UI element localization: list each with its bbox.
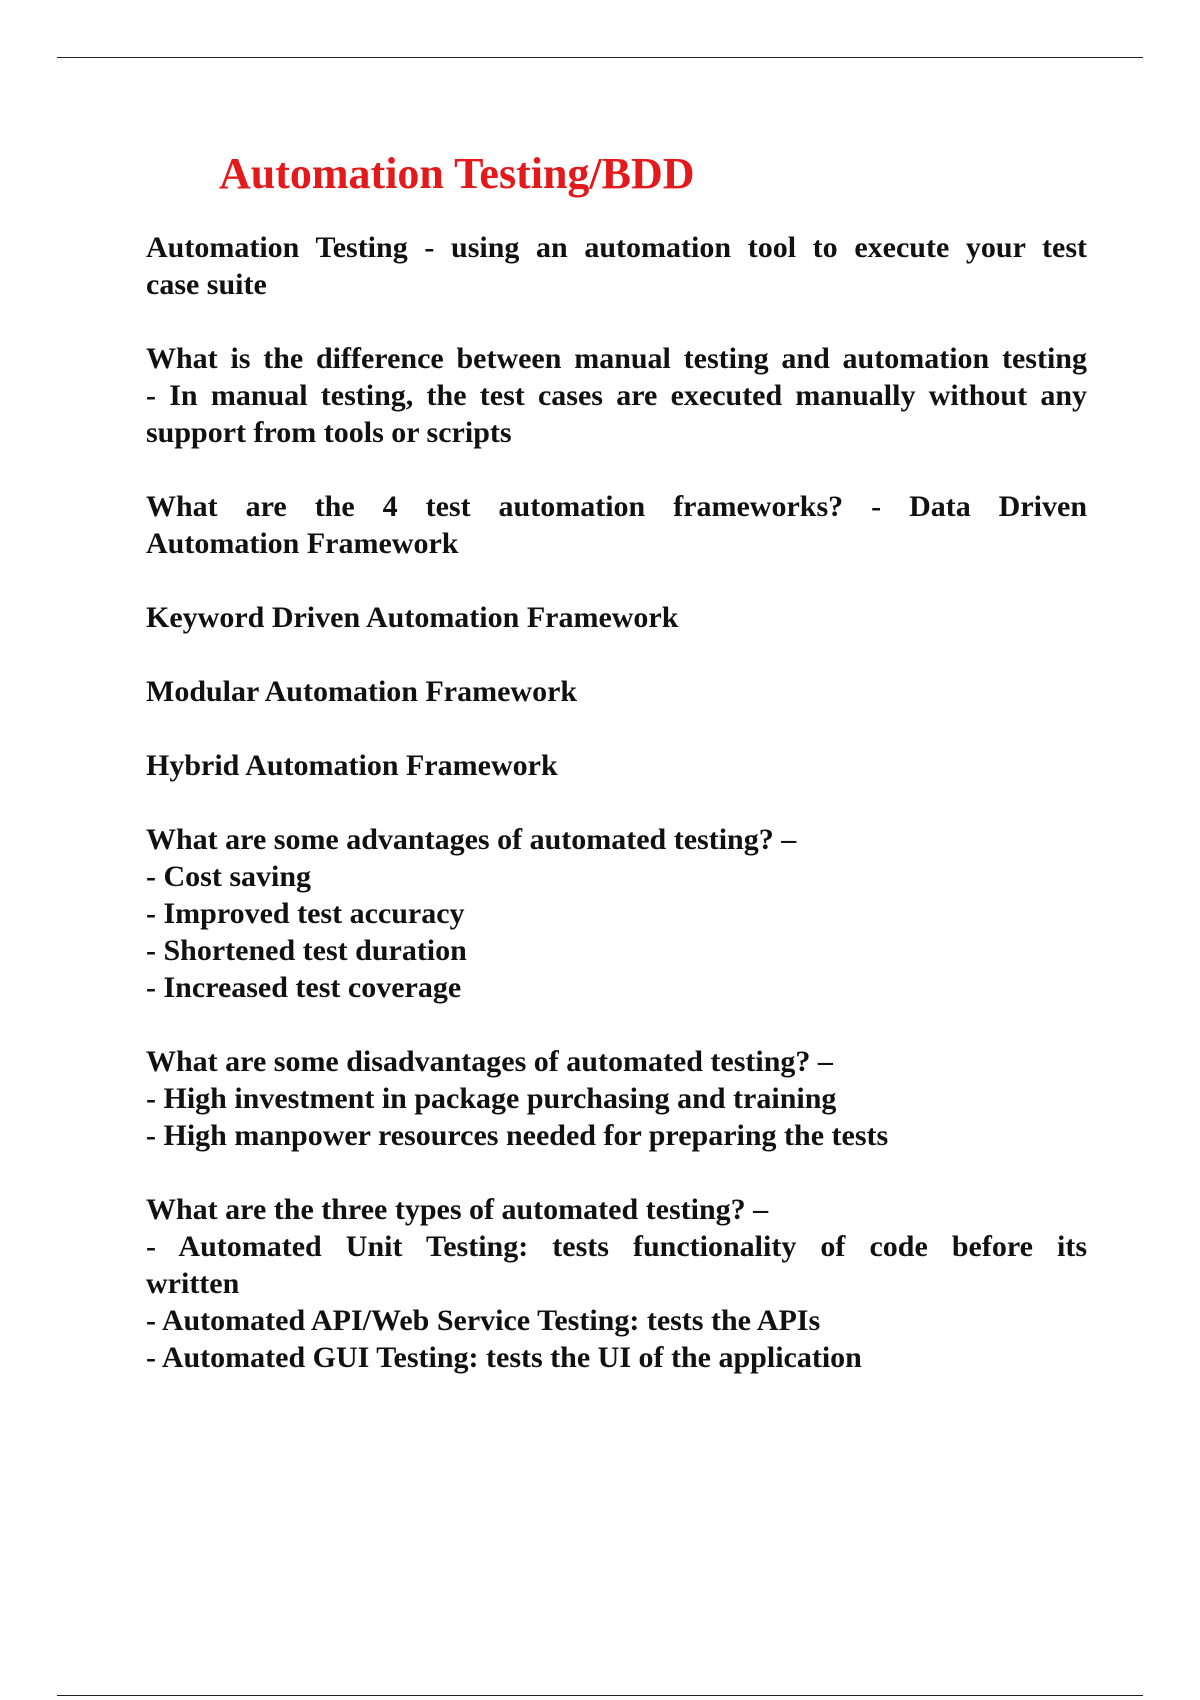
paragraph-advantages [146, 821, 1087, 1006]
text-line: What is the difference between manual testing and automation testing [146, 342, 1087, 375]
paragraph-manual-vs-automation [146, 340, 1087, 451]
text-line: case suite [146, 268, 267, 301]
text-line: - In manual testing, the test cases are executed manually without any [146, 379, 1087, 412]
list-item: - High investment in package purchasing and training [146, 1082, 837, 1115]
list-item: - Increased test coverage [146, 971, 462, 1004]
list-item: - Automated API/Web Service Testing: tests the APIs [146, 1304, 821, 1337]
paragraph-keyword-driven [146, 599, 1087, 636]
text-line: What are some disadvantages of automated testing? – [146, 1045, 833, 1078]
list-item: - Cost saving [146, 860, 312, 893]
paragraph-disadvantages [146, 1043, 1087, 1154]
text-line: Keyword Driven Automation Framework [146, 601, 679, 634]
text-line: What are some advantages of automated testing? – [146, 823, 797, 856]
paragraph-hybrid [146, 747, 1087, 784]
text-line: What are the 4 test automation frameworks? - Data Driven [146, 490, 1087, 523]
paragraph-automation-testing-definition [146, 229, 1087, 303]
text-line: support from tools or scripts [146, 416, 512, 449]
text-line: Automation Testing - using an automation tool to execute your test [146, 231, 1087, 264]
list-item: - High manpower resources needed for preparing the tests [146, 1119, 889, 1152]
paragraph-modular [146, 673, 1087, 710]
page-title: Automation Testing/BDD [219, 149, 695, 198]
text-line: Modular Automation Framework [146, 675, 578, 708]
text-line: What are the three types of automated testing? – [146, 1193, 769, 1226]
list-item-continuation: written [146, 1267, 240, 1300]
top-rule [57, 57, 1143, 58]
bottom-rule [57, 1695, 1143, 1696]
list-item: - Automated Unit Testing: tests functionality of code before its [146, 1230, 1087, 1263]
paragraph-three-types [146, 1191, 1087, 1376]
list-item: - Automated GUI Testing: tests the UI of the application [146, 1341, 862, 1374]
list-item: - Improved test accuracy [146, 897, 465, 930]
document-body [146, 229, 1087, 1413]
list-item: - Shortened test duration [146, 934, 467, 967]
text-line: Hybrid Automation Framework [146, 749, 558, 782]
paragraph-four-frameworks [146, 488, 1087, 562]
text-line: Automation Framework [146, 527, 459, 560]
